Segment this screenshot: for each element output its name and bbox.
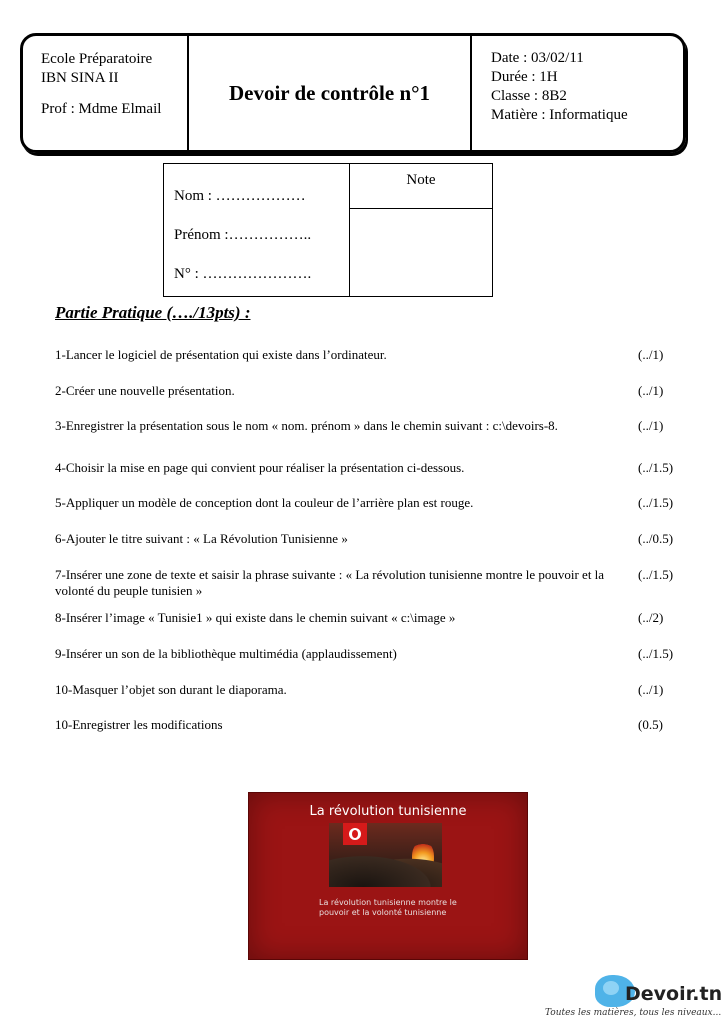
question-points: (../1.5) [638, 495, 674, 510]
question-points: (0.5) [638, 717, 663, 732]
crowd-shape [329, 851, 442, 887]
logo-name: Devoir.tn [625, 983, 723, 1005]
exam-date: Date : 03/02/11 [491, 50, 584, 66]
school-info [23, 36, 189, 150]
question-points: (../1.5) [638, 460, 674, 475]
student-fields [164, 164, 350, 296]
question-text: 5-Appliquer un modèle de conception dont la couleur de l’arrière plan est rouge. [55, 495, 474, 510]
question-points: (../1.5) [638, 567, 674, 582]
question-text: 9-Insérer un son de la bibliothèque multimédia (applaudissement) [55, 646, 397, 661]
presentation-slide-preview [248, 792, 528, 960]
question-points: (../0.5) [638, 531, 674, 546]
question-points: (../2) [638, 610, 664, 625]
student-nom-field: Nom : ……………… [174, 188, 306, 204]
exam-class: Classe : 8B2 [491, 88, 567, 104]
header-box [20, 33, 686, 153]
exam-duration: Durée : 1H [491, 69, 558, 85]
student-id-table [163, 163, 493, 297]
student-number-field: N° : …………………. [174, 266, 312, 282]
grade-cell [350, 164, 492, 296]
devoir-logo [545, 975, 723, 1020]
student-prenom-field: Prénom :…………….. [174, 227, 312, 243]
slide-text-box: La révolution tunisienne montre le pouvoir et la volonté tunisienne [319, 898, 457, 917]
exam-subject: Matière : Informatique [491, 107, 628, 123]
school-name-line2: IBN SINA II [41, 70, 119, 86]
school-name-line1: Ecole Préparatoire [41, 51, 153, 67]
section-title: Partie Pratique (…./13pts) : [55, 303, 251, 322]
revolution-photo [329, 823, 442, 887]
question-points: (../1) [638, 383, 664, 398]
question-text: 6-Ajouter le titre suivant : « La Révolution Tunisienne » [55, 531, 348, 546]
question-points: (../1) [638, 682, 664, 697]
question-text: 8-Insérer l’image « Tunisie1 » qui existe dans le chemin suivant « c:\image » [55, 610, 456, 625]
question-text: 3-Enregistrer la présentation sous le nom « nom. prénom » dans le chemin suivant : c:\devoirs-8. [55, 418, 558, 433]
question-points: (../1.5) [638, 646, 674, 661]
slide-title: La révolution tunisienne [309, 804, 467, 819]
tunisian-flag-icon [343, 823, 367, 845]
note-label: Note [350, 164, 492, 209]
question-points: (../1) [638, 418, 664, 433]
question-points: (../1) [638, 347, 664, 362]
question-text: 4-Choisir la mise en page qui convient pour réaliser la présentation ci-dessous. [55, 460, 465, 475]
exam-info [472, 36, 683, 150]
exam-title: Devoir de contrôle n°1 [228, 80, 431, 105]
question-text: 7-Insérer une zone de texte et saisir la phrase suivante : « La révolution tunisienne montre le pouvoir et la volonté du peuple tunisien » [55, 567, 605, 598]
question-text: 1-Lancer le logiciel de présentation qui existe dans l’ordinateur. [55, 347, 387, 362]
teacher-name: Prof : Mdme Elmail [41, 101, 162, 117]
note-box [350, 209, 492, 296]
question-text: 10-Masquer l’objet son durant le diaporama. [55, 682, 287, 697]
exam-title-cell [189, 36, 472, 150]
question-text: 2-Créer une nouvelle présentation. [55, 383, 235, 398]
logo-tagline: Toutes les matières, tous les niveaux... [545, 1008, 722, 1018]
question-text: 10-Enregistrer les modifications [55, 717, 223, 732]
